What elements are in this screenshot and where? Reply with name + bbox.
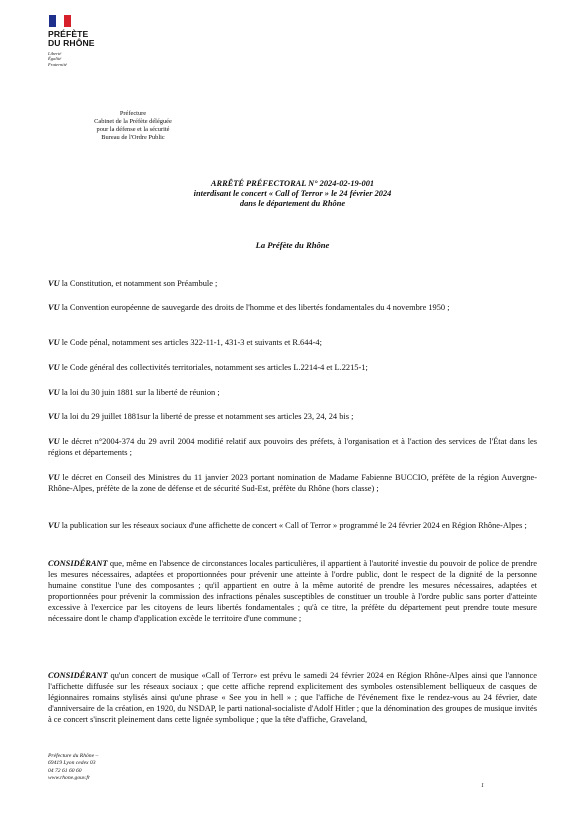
website-link[interactable]: www.rhone.gouv.fr xyxy=(48,775,91,782)
paragraph: CONSIDÉRANT que, même en l'absence de circonstances locales particulières, il appartient à l'autorité investie du pouvoir de police de prendre les mesures nécessaires, adaptées et proportionnées pour prévenir une atteinte à l'ordre public, dont le respect de la dignité de la personne humaine constitue l'une des composantes ; qu'il appartient en outre à la même autorité de prendre les mesures nécessaires, adaptées et proportionnées pour prévenir la commission des infractions pénales susceptibles de constituer un trouble à l'ordre public sans porter d'atteinte excessive à l'exercice par les citoyens de leurs libertés fondamentales ; qu'à ce titre, la préfète du département peut prendre toute mesure nécessaire dont le champ d'application excède le territoire d'une commune ; xyxy=(48,559,537,623)
marianne-flag-icon xyxy=(49,15,71,27)
paragraph: VU la loi du 29 juillet 1881sur la liberté de presse et notamment ses articles 23, 24, 24 bis ; xyxy=(48,412,354,421)
paragraph: VU le décret en Conseil des Ministres du 11 janvier 2023 portant nomination de Madame Fabienne BUCCIO, préfète de la région Auvergne-Rhône-Alpes, préfète de la zone de défense et de sécurité Sud-Est, préfète du Rhône (hors classe) ; xyxy=(48,473,537,493)
prefecture-name: PRÉFÈTE DU RHÔNE xyxy=(48,29,95,48)
paragraph: VU la publication sur les réseaux sociaux d'une affichette de concert « Call of Terror » programmé le 24 février 2024 en Région Rhône-Alpes ; xyxy=(48,521,527,530)
page-number: 1 xyxy=(481,783,484,789)
paragraph: VU la Constitution, et notamment son Préambule ; xyxy=(48,279,218,288)
paragraph: VU le Code pénal, notamment ses articles 322-11-1, 431-3 et suivants et R.644-4; xyxy=(48,338,322,347)
issuing-service: Préfecture Cabinet de la Préfète déléguée pour la défense et la sécurité Bureau de l'Ordre Public xyxy=(94,110,172,142)
paragraph: VU le Code général des collectivités territoriales, notamment ses articles L.2214-4 et L.2215-1; xyxy=(48,363,368,372)
decree-title: ARRÊTÉ PRÉFECTORAL N° 2024-02-19-001 interdisant le concert « Call of Terror » le 24 février 2024 dans le département du Rhône xyxy=(193,179,392,208)
republic-motto: Liberté Égalité Fraternité xyxy=(48,51,67,67)
decree-author: La Préfète du Rhône xyxy=(255,240,330,250)
paragraph: CONSIDÉRANT qu'un concert de musique «Call of Terror» est prévu le samedi 24 février 2024 en Région Rhône-Alpes ainsi que l'annonce l'affichette diffusée sur les réseaux sociaux ; que cette affiche reprend explicitement des symboles ostensiblement belliqueux de casques de légionnaires romains stylisés ainsi qu'une phrase « See you in hell » ; que l'affiche de l'événement fixe le rendez-vous au 24 février, date d'anniversaire de la création, en 1920, du NSDAP, le parti national-socialiste d'Adolf Hitler ; que la dénomination des groupes de musique invités à ce concert s'inscrit pleinement dans cette lignée symbolique ; que la tête d'affiche, Graveland, xyxy=(48,671,537,724)
prefecture-logo xyxy=(48,15,118,67)
paragraph: VU la loi du 30 juin 1881 sur la liberté de réunion ; xyxy=(48,388,220,397)
footer-address: Préfecture du Rhône – 69419 Lyon cedex 03 04 72 61 60 60 www.rhone.gouv.fr xyxy=(48,753,99,782)
paragraph: VU la Convention européenne de sauvegarde des droits de l'homme et des libertés fondamentales du 4 novembre 1950 ; xyxy=(48,303,450,312)
paragraph: VU le décret n°2004-374 du 29 avril 2004 modifié relatif aux pouvoirs des préfets, à l'organisation et à l'action des services de l'État dans les régions et départements ; xyxy=(48,437,537,457)
